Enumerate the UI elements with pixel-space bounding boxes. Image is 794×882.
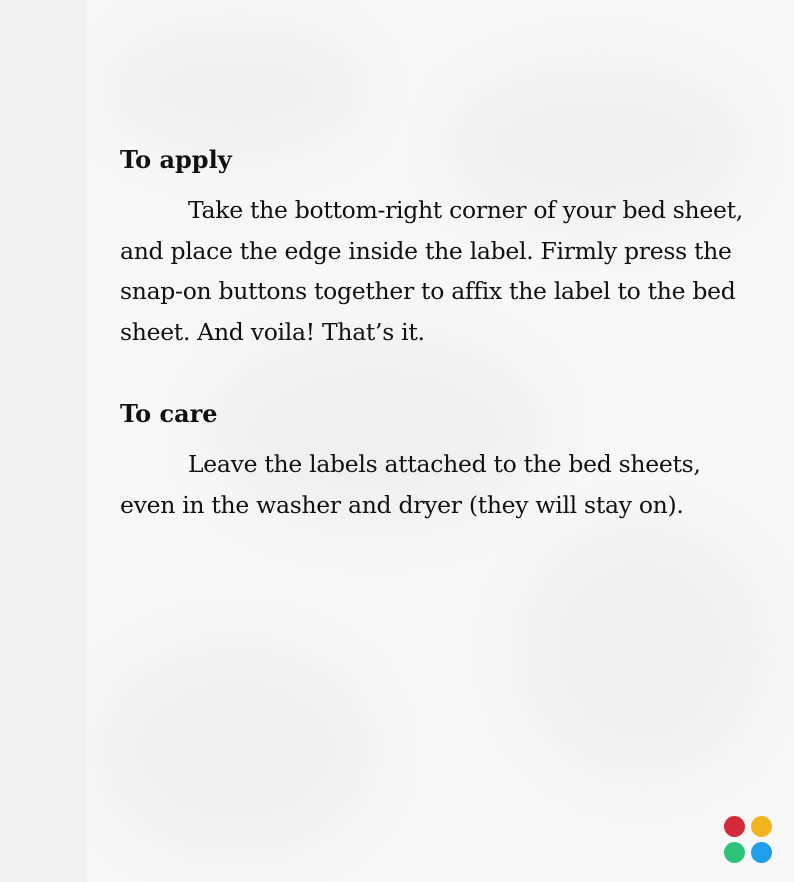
red-dot-icon bbox=[724, 816, 745, 837]
apply-heading: To apply bbox=[120, 145, 232, 174]
left-margin-strip bbox=[0, 0, 86, 882]
apply-section bbox=[120, 140, 760, 352]
yellow-dot-icon bbox=[751, 816, 772, 837]
apply-instructions: Take the bottom-right corner of your bed sheet, and place the edge inside the label. Firmly press the snap-on buttons together to affix the label to the bed sheet. And voila! That’s it. bbox=[120, 196, 743, 346]
care-heading: To care bbox=[120, 399, 218, 428]
care-section bbox=[120, 394, 760, 525]
four-dots-logo-icon bbox=[724, 816, 774, 864]
green-dot-icon bbox=[724, 842, 745, 863]
blue-dot-icon bbox=[751, 842, 772, 863]
document-content bbox=[120, 140, 760, 525]
care-instructions: Leave the labels attached to the bed sheets, even in the washer and dryer (they will stay on). bbox=[120, 450, 701, 519]
